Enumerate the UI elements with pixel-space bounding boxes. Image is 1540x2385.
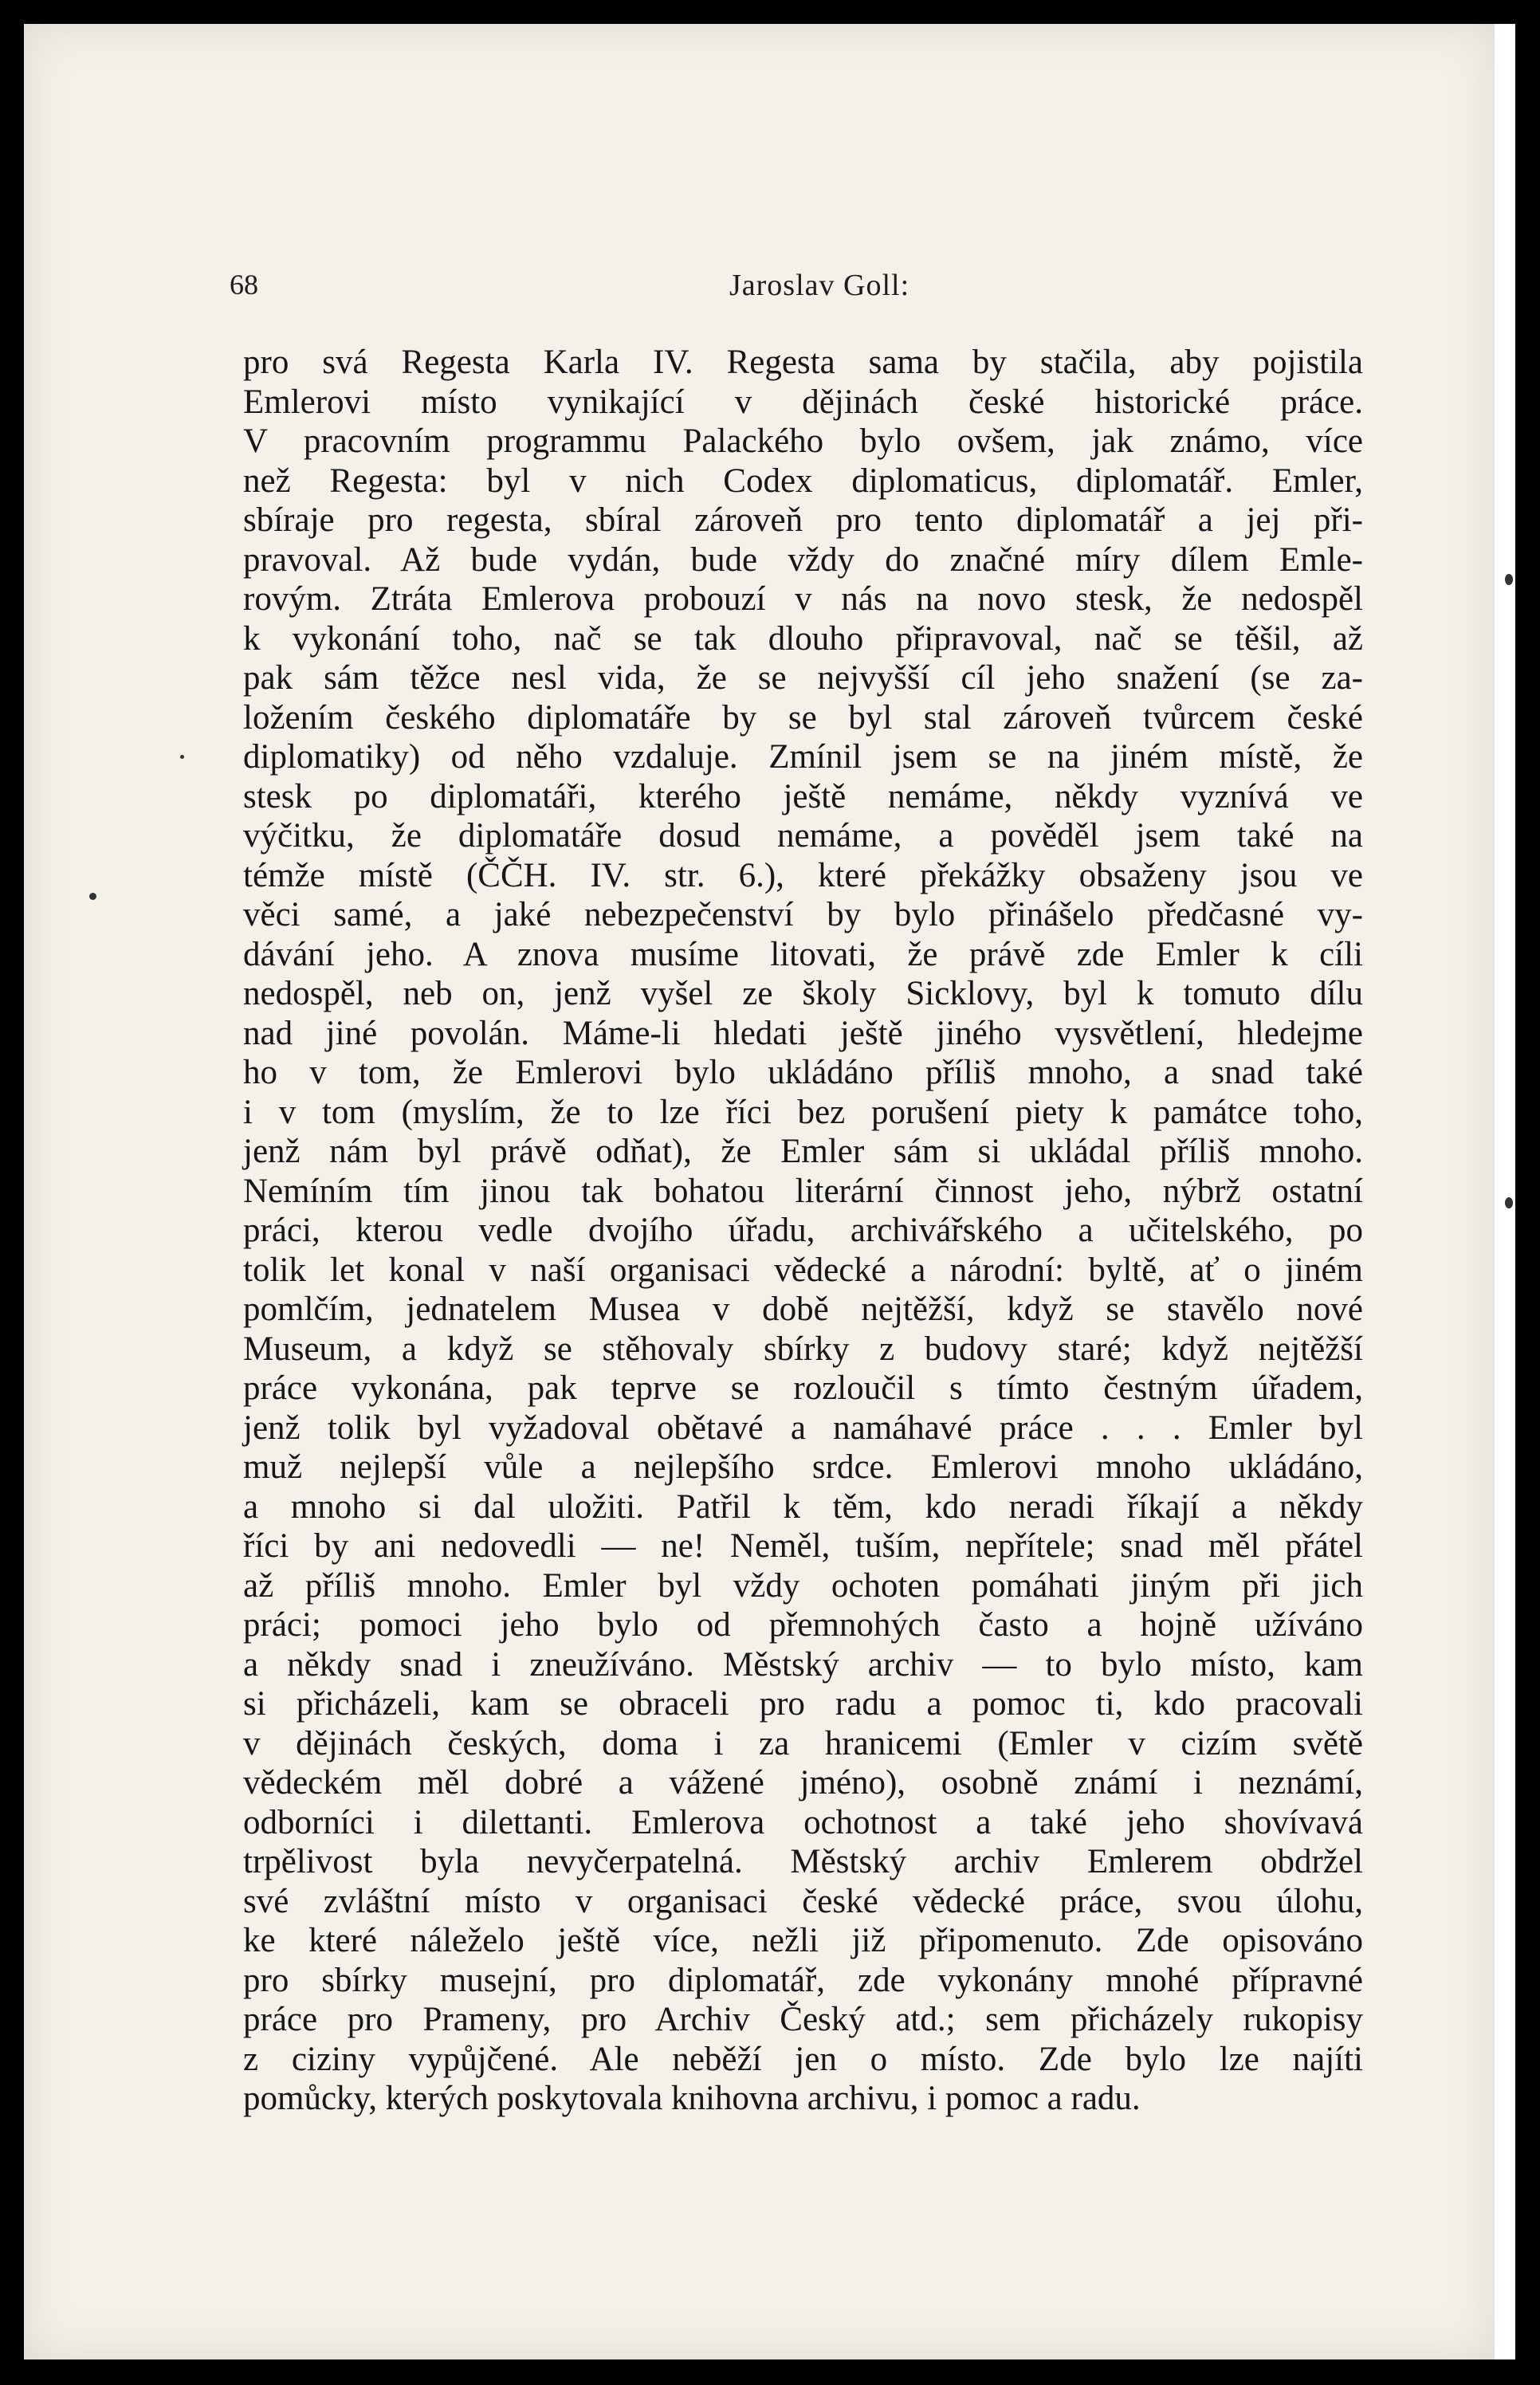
text-line: říci by ani nedovedli — ne! Neměl, tuším, nepřítele; snad měl přátel <box>243 1527 1363 1565</box>
text-line: dávání jeho. A znova musíme litovati, že právě zde Emler k cíli <box>243 935 1363 973</box>
text-line: témže místě (ČČH. IV. str. 6.), které překážky obsaženy jsou ve <box>243 856 1363 894</box>
text-line-last: pomůcky, kterých poskytovala knihovna archivu, i pomoc a radu. <box>243 2080 1141 2117</box>
text-line: věci samé, a jaké nebezpečenství by bylo přinášelo předčasné vy- <box>243 896 1363 933</box>
text-line: ložením českého diplomatáře by se byl stal zároveň tvůrcem české <box>243 698 1363 737</box>
text-line: své zvláštní místo v organisaci české vědecké práce, svou úlohu, <box>243 1882 1363 1920</box>
text-line: si přicházeli, kam se obraceli pro radu a pomoc ti, kdo pracovali <box>243 1685 1363 1723</box>
text-line: Nemíním tím jinou tak bohatou literární činnost jeho, nýbrž ostatní <box>243 1172 1363 1210</box>
text-line: nad jiné povolán. Máme-li hledati ještě jiného vysvětlení, hledejme <box>243 1014 1363 1052</box>
text-line: i v tom (myslím, že to lze říci bez porušení piety k památce toho, <box>243 1093 1363 1131</box>
text-line: práci; pomoci jeho bylo od přemnohých často a hojně užíváno <box>243 1606 1363 1644</box>
scan-speck <box>1505 1197 1513 1208</box>
text-line: jenž tolik byl vyžadoval obětavé a namáhavé práce . . . Emler byl <box>243 1409 1363 1447</box>
text-line: pro svá Regesta Karla IV. Regesta sama by stačila, aby pojistila <box>243 344 1363 381</box>
scan-edge <box>1495 24 1515 2359</box>
text-line: tolik let konal v naší organisaci vědecké a národní: byltě, ať o jiném <box>243 1251 1363 1289</box>
text-line: nedospěl, neb on, jenž vyšel ze školy Sicklovy, byl k tomuto dílu <box>243 975 1363 1012</box>
text-line: a někdy snad i zneužíváno. Městský archiv — to bylo místo, kam <box>243 1645 1363 1684</box>
text-line: sbíraje pro regesta, sbíral zároveň pro tento diplomatář a jej při- <box>243 501 1363 539</box>
page-number: 68 <box>230 269 258 301</box>
text-line: práce pro Prameny, pro Archiv Český atd.; sem přicházely rukopisy <box>243 2001 1363 2038</box>
scan-speck <box>89 893 96 900</box>
text-line: Emlerovi místo vynikající v dějinách české historické práce. <box>243 383 1363 421</box>
text-line: jenž nám byl právě odňat), že Emler sám si ukládal příliš mnoho. <box>243 1133 1363 1170</box>
running-head: Jaroslav Goll: <box>729 269 910 302</box>
text-line: k vykonání toho, nač se tak dlouho připravoval, nač se těšil, až <box>243 619 1363 658</box>
body-text <box>243 343 1363 2119</box>
text-line: práci, kterou vedle dvojího úřadu, archivářského a učitelského, po <box>243 1212 1363 1249</box>
text-line: ke které náleželo ještě více, nežli již připomenuto. Zde opisováno <box>243 1922 1363 1959</box>
text-line: odborníci i dilettanti. Emlerova ochotnost a také jeho shovívavá <box>243 1803 1363 1841</box>
text-line: trpělivost byla nevyčerpatelná. Městský archiv Emlerem obdržel <box>243 1843 1363 1880</box>
text-line: pravoval. Až bude vydán, bude vždy do značné míry dílem Emle- <box>243 540 1363 579</box>
text-line: pak sám těžce nesl vida, že se nejvyšší cíl jeho snažení (se za- <box>243 659 1363 697</box>
text-line: rovým. Ztráta Emlerova probouzí v nás na novo stesk, že nedospěl <box>243 580 1363 618</box>
scan-speck <box>1505 574 1513 585</box>
text-line: než Regesta: byl v nich Codex diplomaticus, diplomatář. Emler, <box>243 462 1363 500</box>
text-line: V pracovním programmu Palackého bylo ovšem, jak známo, více <box>243 422 1363 460</box>
page-header <box>0 268 1540 306</box>
text-line: z ciziny vypůjčené. Ale neběží jen o místo. Zde bylo lze najíti <box>243 2040 1363 2078</box>
text-line: a mnoho si dal uložiti. Patřil k těm, kdo neradi říkají a někdy <box>243 1487 1363 1526</box>
scan-speck <box>180 755 184 759</box>
text-line: ho v tom, že Emlerovi bylo ukládáno příliš mnoho, a snad také <box>243 1054 1363 1091</box>
text-line: stesk po diplomatáři, kterého ještě nemáme, někdy vyznívá ve <box>243 777 1363 815</box>
text-line: pomlčím, jednatelem Musea v době nejtěžší, když se stavělo nové <box>243 1291 1363 1328</box>
text-line: až příliš mnoho. Emler byl vždy ochoten pomáhati jiným při jich <box>243 1566 1363 1605</box>
text-line: výčitku, že diplomatáře dosud nemáme, a pověděl jsem také na <box>243 817 1363 855</box>
text-line: muž nejlepší vůle a nejlepšího srdce. Emlerovi mnoho ukládáno, <box>243 1448 1363 1486</box>
text-line: v dějinách českých, doma i za hranicemi (Emler v cizím světě <box>243 1724 1363 1762</box>
text-line: Museum, a když se stěhovaly sbírky z budovy staré; když nejtěžší <box>243 1330 1363 1368</box>
text-line: pro sbírky musejní, pro diplomatář, zde vykonány mnohé přípravné <box>243 1961 1363 1999</box>
text-line: práce vykonána, pak teprve se rozloučil s tímto čestným úřadem, <box>243 1369 1363 1407</box>
text-line: vědeckém měl dobré a vážené jméno), osobně známí i neznámí, <box>243 1764 1363 1802</box>
text-line: diplomatiky) od něho vzdaluje. Zmínil jsem se na jiném místě, že <box>243 738 1363 776</box>
